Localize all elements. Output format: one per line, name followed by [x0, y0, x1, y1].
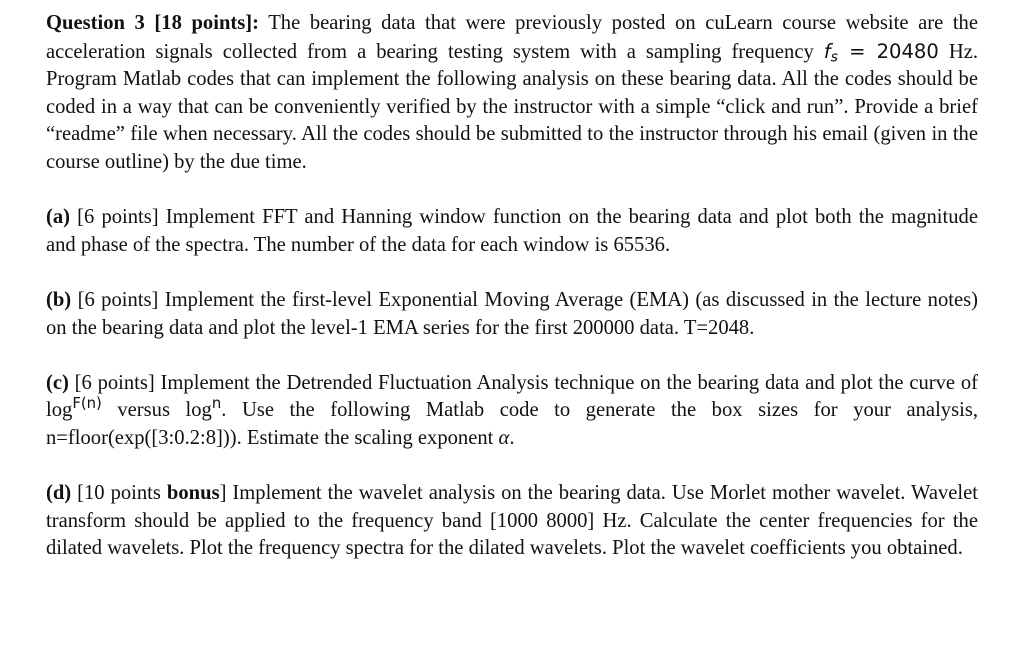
- part-c-text-2: . Use the following Matlab code to generate the box sizes for your analysis, n=floor(exp([3:0.2:8])). Estimate the scaling exponent: [46, 399, 978, 449]
- part-a-label: (a): [46, 206, 71, 229]
- part-d-label: (d): [46, 482, 72, 505]
- part-b-label: (b): [46, 288, 72, 311]
- bonus-label: bonus: [166, 482, 220, 505]
- log-n-superscript: n: [211, 395, 222, 413]
- question-document: [46, 10, 978, 563]
- part-b: [46, 287, 978, 342]
- log-fn-expression: [46, 395, 102, 422]
- part-c-text-3: .: [509, 426, 515, 449]
- part-b-text: [6 points] Implement the first-level Exponential Moving Average (EMA) (as discussed in the lecture notes) on the bearing data and plot the level-1 EMA series for the first 200000 data. T=2048.: [46, 288, 978, 339]
- log-n-base: log: [185, 399, 212, 422]
- part-d-text-2: ] Implement the wavelet analysis on the bearing data. Use Morlet mother wavelet. Wavelet transform should be applied to the frequency band [1000 8000] Hz. Calculate the center frequencies for the dilated wavelets. Plot the frequency spectra for the dilated wavelets. Plot the wavelet coefficients you obtained.: [46, 482, 978, 560]
- fs-value: = 20480: [838, 39, 939, 63]
- part-a: [46, 204, 978, 259]
- fs-subscript: s: [830, 49, 839, 66]
- part-c-label: (c): [46, 371, 69, 394]
- log-n-expression: [185, 395, 222, 422]
- part-c-versus: versus: [101, 399, 186, 422]
- part-c: [46, 370, 978, 453]
- log-fn-superscript: F(n): [72, 395, 102, 413]
- part-a-text: [6 points] Implement FFT and Hanning window function on the bearing data and plot both the magnitude and phase of the spectra. The number of the data for each window is 65536.: [46, 206, 978, 256]
- alpha-symbol: α: [498, 426, 510, 449]
- part-d: [46, 480, 978, 563]
- question-intro: [46, 10, 978, 177]
- question-intro-text-1: The bearing data that were previously posted on cuLearn course website are the acceleration signals collected from a bearing testing system with a sampling frequency: [46, 12, 978, 63]
- sampling-frequency: [823, 39, 939, 66]
- question-title: Question 3 [18 points]:: [46, 12, 259, 34]
- question-intro-text-2: Hz. Program Matlab codes that can implement the following analysis on these bearing data. All the codes should be coded in a way that can be conveniently verified by the instructor with a simple “click and run”. Provide a brief “readme” file when necessary. All the codes should be submitted to the instructor through his email (given in the course outline) by the due time.: [46, 40, 978, 173]
- log-fn-base: log: [46, 399, 73, 422]
- part-c-text-1: [6 points] Implement the Detrended Fluctuation Analysis technique on the bearing data and plot the curve of: [68, 371, 978, 394]
- fs-symbol: f: [823, 39, 831, 63]
- part-d-text-1: [10 points: [71, 482, 167, 505]
